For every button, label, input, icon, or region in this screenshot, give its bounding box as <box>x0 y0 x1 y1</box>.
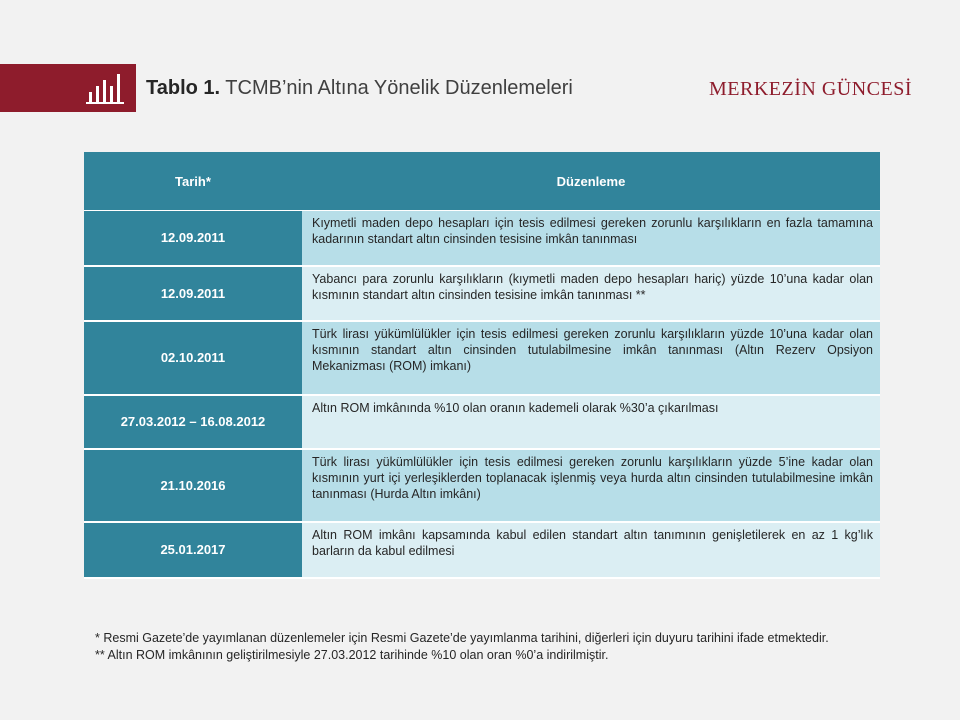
row-date: 27.03.2012 – 16.08.2012 <box>84 395 302 449</box>
table-header-row <box>84 152 880 211</box>
row-date: 25.01.2017 <box>84 522 302 578</box>
header-logo-box <box>0 64 136 112</box>
row-text: Altın ROM imkânında %10 olan oranın kademeli olarak %30’a çıkarılması <box>302 395 880 449</box>
table-row <box>84 395 880 449</box>
row-text: Altın ROM imkânı kapsamında kabul edilen standart altın tanımının genişletilerek en az 1 kg’lık barların da kabul edilmesi <box>302 522 880 578</box>
page-title <box>146 77 573 100</box>
footnotes <box>95 630 873 664</box>
row-text: Yabancı para zorunlu karşılıkların (kıymetli maden depo hesapları hariç) yüzde 10’una kadar olan kısmının standart altın cinsinden tesisine imkân tanınması ** <box>302 266 880 321</box>
regulations-table <box>84 152 880 579</box>
row-text: Kıymetli maden depo hesapları için tesis edilmesi gereken zorunlu karşılıkların en fazla tamamına kadarının standart altın cinsinden tesisine imkân tanınması <box>302 211 880 266</box>
column-header-regulation: Düzenleme <box>302 152 880 211</box>
row-date: 12.09.2011 <box>84 211 302 266</box>
table-row <box>84 449 880 522</box>
row-text: Türk lirası yükümlülükler için tesis edilmesi gereken zorunlu karşılıkların yüzde 5’ine kadar olan kısmının yurt içi yerleşiklerden toplanacak işlenmiş veya hurda altın cinsinden tutulabilmesine imkân tanınması (Hurda Altın imkânı) <box>302 449 880 522</box>
bar-chart-icon <box>84 71 128 105</box>
row-text: Türk lirası yükümlülükler için tesis edilmesi gereken zorunlu karşılıkların yüzde 10’una kadar olan kısmının standart altın cinsinden tutulabilmesine imkân tanınması (Altın Rezerv Opsiyon Mekanizması (ROM) imkanı) <box>302 321 880 395</box>
table-row <box>84 211 880 266</box>
table-row <box>84 266 880 321</box>
row-date: 21.10.2016 <box>84 449 302 522</box>
brand-name: MERKEZİN GÜNCESİ <box>709 78 912 100</box>
column-header-date: Tarih* <box>84 152 302 211</box>
table-row <box>84 321 880 395</box>
row-date: 12.09.2011 <box>84 266 302 321</box>
title-text: TCMB’nin Altına Yönelik Düzenlemeleri <box>225 77 573 99</box>
row-date: 02.10.2011 <box>84 321 302 395</box>
footnote-1: * Resmi Gazete’de yayımlanan düzenlemeler için Resmi Gazete’de yayımlanma tarihini, diğerleri için duyuru tarihini ifade etmektedir. <box>95 631 829 645</box>
title-prefix: Tablo 1. <box>146 77 221 99</box>
footnote-2: ** Altın ROM imkânının geliştirilmesiyle 27.03.2012 tarihinde %10 olan oran %0’a indirilmiştir. <box>95 648 609 662</box>
table-row <box>84 522 880 578</box>
